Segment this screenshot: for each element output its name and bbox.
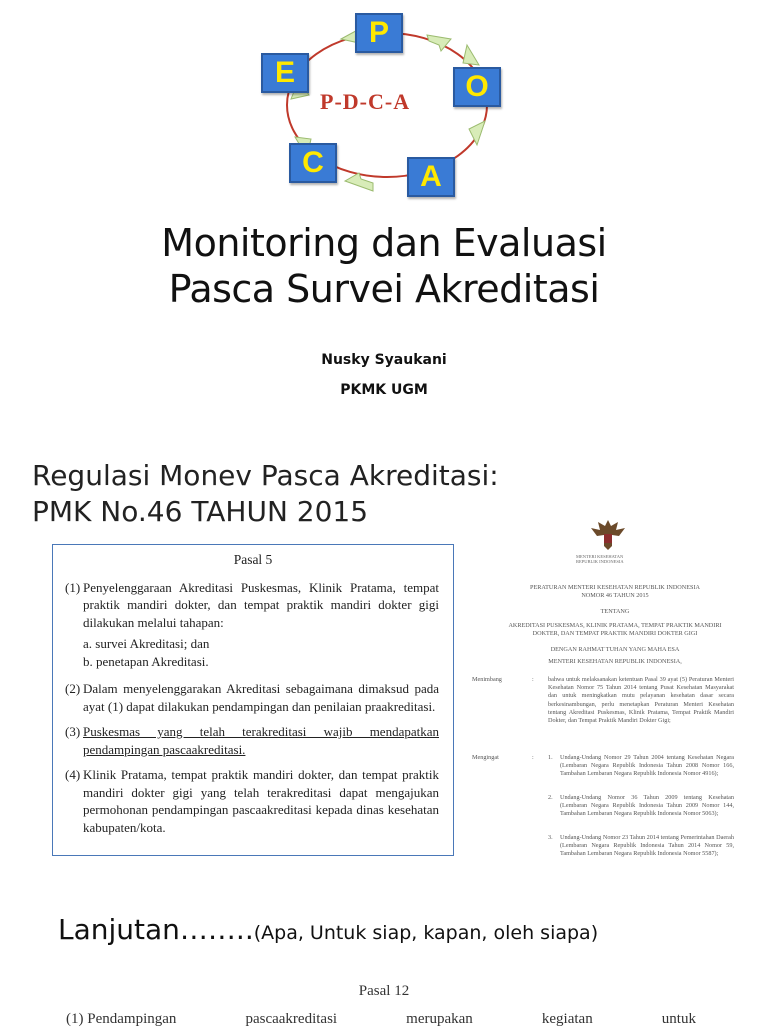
doc-heading-1: PERATURAN MENTERI KESEHATAN REPUBLIK INDONESIA (530, 584, 700, 591)
pdca-center-label: P-D-C-A (320, 89, 411, 114)
menimbang-text: bahwa untuk melaksanakan ketentuan Pasal 39 ayat (5) Peraturan Menteri Kesehatan Nomor 75 Tahun 2014 tentang Pusat Kesehatan Masyarakat dan untuk meningkatkan mutu pelayanan kesehatan dasar secara berkesinambungan, perlu menetapkan Peraturan Menteri Kesehatan tentang Akreditasi Puskesmas, Klinik Pratama, Tempat Praktik Mandiri Dokter, dan Tempat Praktik Mandiri Dokter Gigi; (548, 676, 734, 725)
pasal5-heading: Pasal 5 (233, 552, 273, 567)
mengingat-text: Undang-Undang Nomor 29 Tahun 2004 tentang Kesehatan Negara (Lembaran Negara Republik Indonesia Tahun 2008 Nomor 166, Tambahan Lembaran Negara Republik Indonesia Nomor 4916); (560, 754, 734, 778)
mengingat-number: 3. (548, 834, 553, 841)
pdca-diagram (255, 5, 515, 205)
pasal5-item (53, 723, 453, 758)
pasal12-first-line (66, 1011, 696, 1028)
item-text: Dalam menyelenggarakan Akreditasi sebagaimana dimaksud pada ayat (1) dapat dilakukan pendampingan dan penilaian praakreditasi. (83, 681, 439, 714)
item-number: (1) (65, 579, 81, 595)
cycle-arrow (463, 45, 479, 65)
pasal12-heading: Pasal 12 (358, 983, 410, 999)
letter-p-box: P (355, 13, 403, 53)
pasal12-word: merupakan (406, 1011, 473, 1027)
doc-menteri: MENTERI KESEHATAN REPUBLIK INDONESIA, (548, 658, 682, 665)
item-number: (3) (65, 724, 81, 739)
colon: : (532, 676, 534, 683)
pasal5-excerpt (52, 544, 454, 856)
section-line-2: PMK No.46 TAHUN 2015 (32, 495, 369, 528)
letter-c-box: C (289, 143, 337, 183)
item-text: Penyelenggaraan Akreditasi Puskesmas, Klinik Pratama, tempat praktik mandiri dokter, dan tempat praktik mandiri dokter gigi dilakukan melalui tahapan: (83, 579, 439, 630)
page-title (0, 220, 768, 312)
pasal5-subitem: a. survei Akreditasi; dan (83, 636, 210, 651)
menimbang-label: Menimbang (472, 676, 502, 683)
lanjutan-main: Lanjutan…….. (58, 913, 254, 946)
mengingat-text: Undang-Undang Nomor 36 Tahun 2009 tentang Kesehatan (Lembaran Negara Republik Indonesia Tahun 2009 Nomor 144, Tambahan Lembaran Negara Republik Indonesia Nomor 5063); (560, 794, 734, 818)
mengingat-number: 2. (548, 794, 553, 801)
section-line-1: Regulasi Monev Pasca Akreditasi: (32, 459, 499, 492)
mengingat-label: Mengingat (472, 754, 499, 761)
letter-e-box: E (261, 53, 309, 93)
doc-tentang: TENTANG (600, 608, 630, 615)
ministry-line: REPUBLIK INDONESIA (576, 559, 624, 565)
pasal12-word: kegiatan (541, 1011, 593, 1027)
mengingat-number: 1. (548, 754, 553, 761)
doc-heading-2: NOMOR 46 TAHUN 2015 (581, 592, 649, 599)
letter-a-box: A (407, 157, 455, 197)
doc-rahmat: DENGAN RAHMAT TUHAN YANG MAHA ESA (550, 646, 680, 653)
item-number: (2) (65, 681, 81, 696)
letter-o-box: O (453, 67, 501, 107)
colon: : (532, 754, 534, 761)
garuda-emblem-icon (588, 516, 628, 554)
doc-subject-1: AKREDITASI PUSKESMAS, KLINIK PRATAMA, TEMPAT PRAKTIK MANDIRI (508, 622, 722, 629)
author-name: Nusky Syaukani (321, 352, 447, 368)
pasal5-item (53, 680, 453, 715)
title-line-2: Pasca Survei Akreditasi (168, 267, 600, 311)
pasal5-item (53, 766, 453, 836)
section-heading (32, 458, 499, 530)
pasal5-item (53, 579, 453, 632)
pasal12-word: (1) Pendampingan (66, 1011, 177, 1027)
regulation-document (462, 510, 768, 870)
item-text-underlined: Puskesmas yang telah terakreditasi wajib mendapatkan pendampingan pascaakreditasi. (83, 724, 439, 757)
ministry-label (576, 554, 624, 564)
cycle-arrow (469, 121, 485, 145)
ministry-line: MENTERI KESEHATAN (576, 554, 624, 559)
lanjutan-heading (58, 913, 598, 946)
item-number: (4) (65, 767, 81, 782)
author-affiliation: PKMK UGM (340, 382, 428, 398)
title-line-1: Monitoring dan Evaluasi (161, 221, 607, 265)
doc-subject-2: DOKTER, DAN TEMPAT PRAKTIK MANDIRI DOKTER GIGI (532, 630, 698, 637)
pasal12-word: untuk (661, 1011, 696, 1027)
item-text: Klinik Pratama, tempat praktik mandiri dokter, dan tempat praktik mandiri dokter gigi yang telah terakreditasi dapat mengajukan permohonan pendampingan pascaakreditasi kepada dinas kesehatan kabupaten/kota. (83, 767, 439, 835)
lanjutan-paren: (Apa, Untuk siap, kapan, oleh siapa) (253, 922, 599, 944)
pasal5-subitem: b. penetapan Akreditasi. (83, 653, 209, 669)
pasal12-word: pascaakreditasi (245, 1011, 338, 1027)
mengingat-text: Undang-Undang Nomor 23 Tahun 2014 tentang Pemerintahan Daerah (Lembaran Negara Republik Indonesia Tahun 2014 Nomor 59, Tambahan Lembaran Negara Republik Indonesia Nomor 5587); (560, 834, 734, 858)
